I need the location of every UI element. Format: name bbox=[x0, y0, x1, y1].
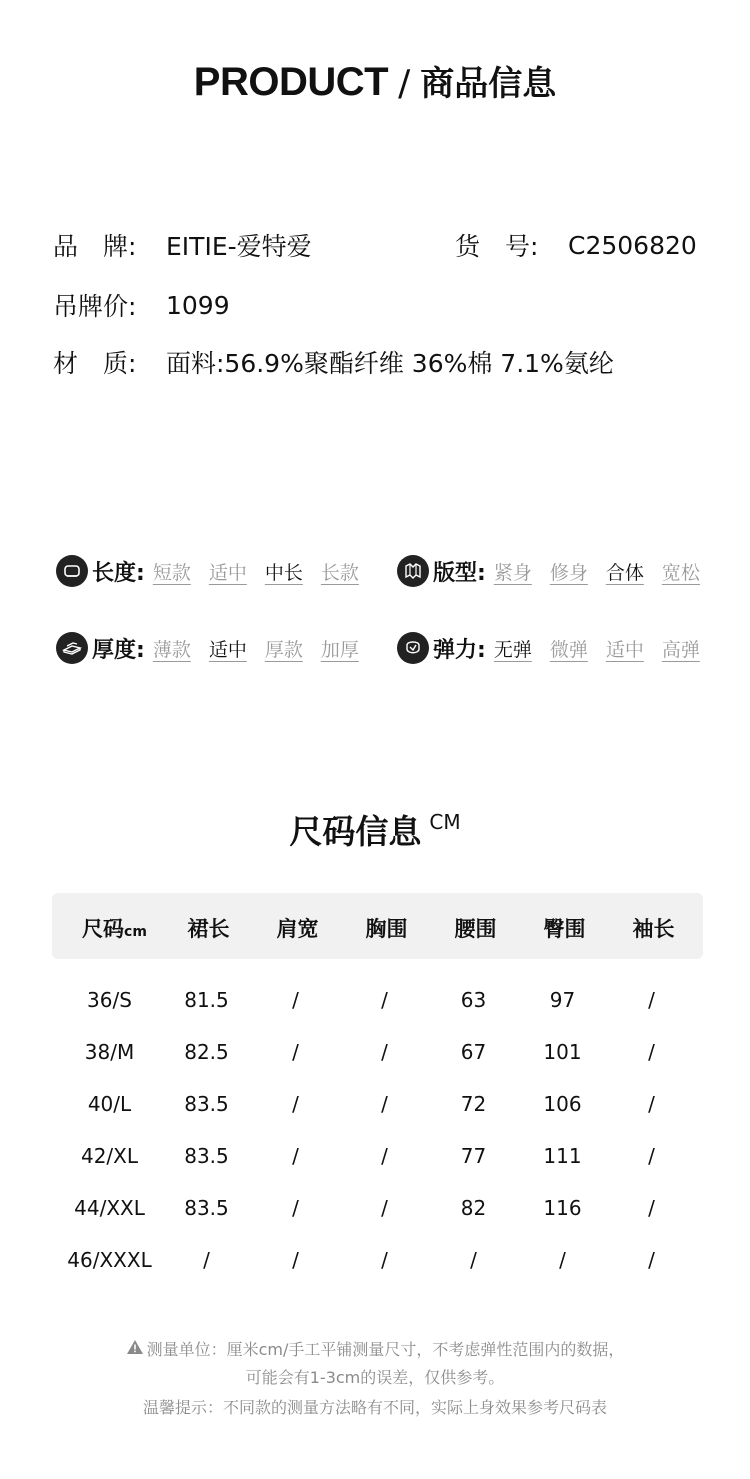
attr-option: 适中 bbox=[208, 561, 247, 584]
sku-label: 货 号: bbox=[455, 232, 539, 261]
table-cell: 67 bbox=[460, 1040, 487, 1064]
table-cell: 44/XXL bbox=[74, 1196, 145, 1220]
fit-icon bbox=[397, 555, 429, 587]
header-size: 尺码cm bbox=[82, 917, 147, 941]
header-cell: 腰围 bbox=[454, 917, 497, 941]
table-cell: / bbox=[470, 1248, 477, 1272]
table-cell: / bbox=[292, 1144, 299, 1168]
attr-option: 薄款 bbox=[152, 638, 191, 661]
material-row bbox=[53, 344, 614, 380]
elasticity-icon bbox=[397, 632, 429, 664]
table-cell: / bbox=[292, 1248, 299, 1272]
size-table-title bbox=[0, 806, 750, 853]
table-cell: / bbox=[381, 988, 388, 1012]
header-cell: 肩宽 bbox=[276, 917, 319, 941]
attr-option: 微弹 bbox=[549, 638, 588, 661]
brand-value: EITIE-爱特爱 bbox=[166, 232, 312, 261]
material-value: 面料:56.9%聚酯纤维 36%棉 7.1%氨纶 bbox=[166, 349, 614, 378]
title-en: PRODUCT bbox=[193, 60, 389, 104]
table-cell: 83.5 bbox=[184, 1092, 229, 1116]
brand-label: 品 牌: bbox=[53, 232, 137, 261]
measurement-note bbox=[0, 1337, 750, 1361]
table-cell: 83.5 bbox=[184, 1144, 229, 1168]
note-line-2: 可能会有1-3cm的误差，仅供参考。 bbox=[245, 1368, 505, 1387]
price-value: 1099 bbox=[166, 290, 230, 320]
table-cell: 83.5 bbox=[184, 1196, 229, 1220]
thickness-icon bbox=[56, 632, 88, 664]
table-cell: / bbox=[292, 1092, 299, 1116]
attr-option: 加厚 bbox=[320, 638, 359, 661]
price-row bbox=[53, 287, 230, 323]
table-cell: 97 bbox=[549, 988, 576, 1012]
table-cell: 106 bbox=[543, 1092, 582, 1116]
note-line-3: 温馨提示：不同款的测量方法略有不同，实际上身效果参考尺码表 bbox=[142, 1398, 607, 1417]
attr-label: 长度: bbox=[92, 560, 145, 586]
table-cell: / bbox=[381, 1248, 388, 1272]
table-cell: 63 bbox=[460, 988, 487, 1012]
table-cell: / bbox=[292, 988, 299, 1012]
warning-icon bbox=[126, 1339, 144, 1359]
table-cell: / bbox=[381, 1092, 388, 1116]
table-cell: 116 bbox=[543, 1196, 582, 1220]
table-cell: / bbox=[648, 988, 655, 1012]
attr-elasticity bbox=[397, 632, 700, 664]
header-cell: 臀围 bbox=[543, 917, 586, 941]
attr-thickness bbox=[56, 632, 359, 664]
table-cell: 77 bbox=[460, 1144, 487, 1168]
table-cell: / bbox=[648, 1196, 655, 1220]
table-row bbox=[52, 1144, 703, 1174]
table-row bbox=[52, 988, 703, 1018]
attr-option: 厚款 bbox=[264, 638, 303, 661]
attr-option-selected: 无弹 bbox=[493, 638, 532, 661]
attr-option: 修身 bbox=[549, 561, 588, 584]
header-cell: 裙长 bbox=[187, 917, 230, 941]
attr-option: 短款 bbox=[152, 561, 191, 584]
sku-row bbox=[455, 227, 697, 263]
attr-length bbox=[56, 555, 359, 587]
attr-option: 适中 bbox=[605, 638, 644, 661]
table-cell: / bbox=[648, 1092, 655, 1116]
table-row bbox=[52, 1040, 703, 1070]
table-cell: 40/L bbox=[87, 1092, 132, 1116]
table-cell: 101 bbox=[543, 1040, 582, 1064]
attr-option: 高弹 bbox=[661, 638, 700, 661]
title-cn: 商品信息 bbox=[420, 64, 557, 104]
size-title-unit: CM bbox=[429, 810, 461, 834]
size-title-text: 尺码信息 bbox=[289, 812, 422, 851]
table-row bbox=[52, 1092, 703, 1122]
table-cell: / bbox=[381, 1144, 388, 1168]
attr-label: 版型: bbox=[433, 560, 486, 586]
table-cell: / bbox=[559, 1248, 566, 1272]
table-cell: 38/M bbox=[84, 1040, 135, 1064]
price-label: 吊牌价: bbox=[53, 292, 137, 321]
material-label: 材 质: bbox=[53, 349, 137, 378]
attr-option-selected: 中长 bbox=[264, 561, 303, 584]
attr-label: 厚度: bbox=[92, 637, 145, 663]
table-cell: 42/XL bbox=[80, 1144, 139, 1168]
table-cell: 72 bbox=[460, 1092, 487, 1116]
brand-row bbox=[53, 227, 312, 263]
table-cell: 82 bbox=[460, 1196, 487, 1220]
note-line-1: 测量单位：厘米cm/手工平铺测量尺寸，不考虑弹性范围内的数据， bbox=[146, 1340, 625, 1359]
table-cell: 111 bbox=[543, 1144, 582, 1168]
header-cell: 袖长 bbox=[632, 917, 675, 941]
attr-fit bbox=[397, 555, 700, 587]
size-table-header bbox=[52, 893, 703, 959]
attr-option-selected: 合体 bbox=[605, 561, 644, 584]
sku-value: C2506820 bbox=[568, 230, 697, 260]
table-cell: / bbox=[648, 1248, 655, 1272]
table-row bbox=[52, 1196, 703, 1226]
table-cell: / bbox=[648, 1040, 655, 1064]
table-cell: 36/S bbox=[87, 988, 132, 1012]
table-cell: / bbox=[203, 1248, 210, 1272]
table-row bbox=[52, 1248, 703, 1278]
table-cell: / bbox=[381, 1040, 388, 1064]
header-cell: 胸围 bbox=[365, 917, 408, 941]
attr-label: 弹力: bbox=[433, 637, 486, 663]
table-cell: 46/XXXL bbox=[67, 1248, 152, 1272]
table-cell: / bbox=[292, 1196, 299, 1220]
attr-option-selected: 适中 bbox=[208, 638, 247, 661]
title-separator: / bbox=[398, 63, 411, 104]
attr-option: 长款 bbox=[320, 561, 359, 584]
table-cell: 82.5 bbox=[184, 1040, 229, 1064]
table-cell: / bbox=[648, 1144, 655, 1168]
table-cell: / bbox=[381, 1196, 388, 1220]
length-icon bbox=[56, 555, 88, 587]
attr-option: 紧身 bbox=[493, 561, 532, 584]
table-cell: 81.5 bbox=[184, 988, 229, 1012]
attr-option: 宽松 bbox=[661, 561, 700, 584]
table-cell: / bbox=[292, 1040, 299, 1064]
page-title bbox=[0, 56, 750, 105]
